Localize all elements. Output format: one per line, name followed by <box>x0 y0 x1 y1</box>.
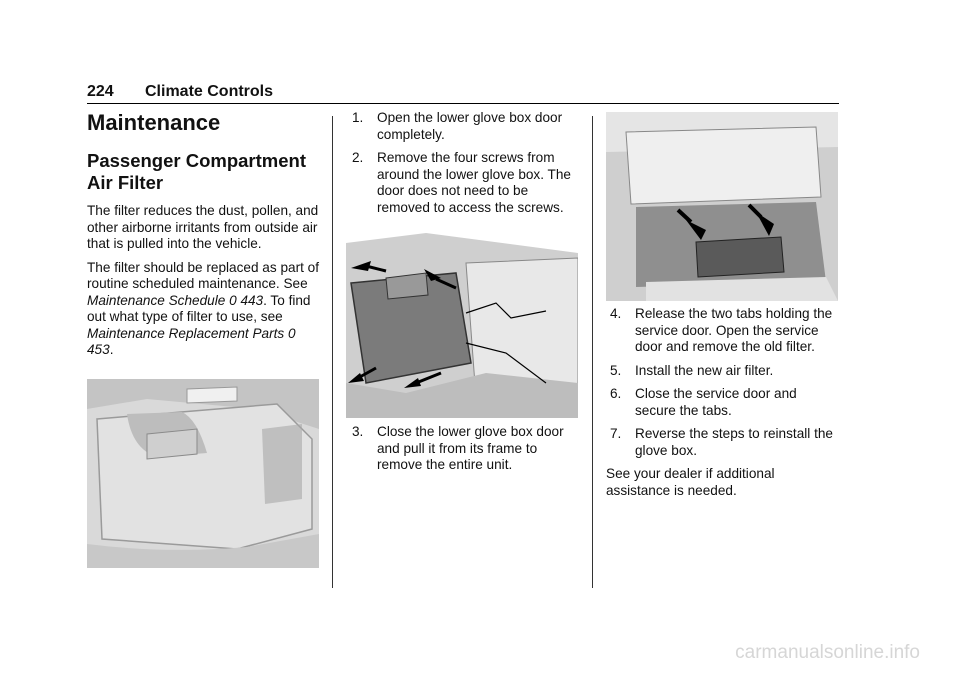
step-6: 6. Close the service door and secure the tabs. <box>610 386 797 418</box>
air-filter-heading: Passenger Compartment Air Filter <box>87 150 306 193</box>
schedule-paragraph: The filter should be replaced as part of routine scheduled maintenance. See Maintenance Schedule 0 443. To find out what type of filter to use, see Maintenance Replacement Parts 0 453. <box>87 259 319 357</box>
service-door-figure <box>606 112 838 301</box>
step-4: 4. Release the two tabs holding the service door. Open the service door and remove the old filter. <box>610 306 833 354</box>
replacement-parts-link[interactable]: Maintenance Replacement Parts <box>87 325 285 341</box>
column-divider-2 <box>592 116 593 588</box>
page-header <box>87 83 839 103</box>
maintenance-schedule-link[interactable]: Maintenance Schedule <box>87 292 226 308</box>
replacement-parts-page[interactable]: 453 <box>87 342 110 357</box>
step-5: 5. Install the new air filter. <box>610 362 774 378</box>
column-1 <box>87 110 319 366</box>
maintenance-schedule-page[interactable]: 443 <box>240 292 264 308</box>
steps-4-7 <box>606 306 838 506</box>
step-2: 2. Remove the four screws from around the lower glove box. The door does not need to be removed to access the screws. <box>352 150 571 215</box>
column-divider-1 <box>332 116 333 588</box>
glove-box-screws-figure <box>346 233 578 418</box>
page-ref-icon: 0 <box>288 325 296 341</box>
section-title: Climate Controls <box>145 83 274 100</box>
step-7: 7. Reverse the steps to reinstall the glove box. <box>610 426 833 458</box>
intro-paragraph: The filter reduces the dust, pollen, and other airborne irritants from outside air that is pulled into the vehicle. <box>87 203 319 251</box>
page-ref-icon: 0 <box>229 292 237 308</box>
step-3: 3. Close the lower glove box door and pull it from its frame to remove the entire unit. <box>352 424 564 472</box>
watermark: carmanualsonline.info <box>735 642 920 663</box>
header-rule <box>87 103 839 104</box>
maintenance-heading: Maintenance <box>87 110 221 135</box>
column-2 <box>352 110 580 223</box>
column-2-lower <box>352 424 580 481</box>
closing-paragraph: See your dealer if additional assistance is needed. <box>606 466 775 498</box>
glove-box-figure <box>87 379 319 568</box>
page-number: 224 <box>87 83 114 100</box>
step-1: 1. Open the lower glove box door completely. <box>352 110 563 142</box>
